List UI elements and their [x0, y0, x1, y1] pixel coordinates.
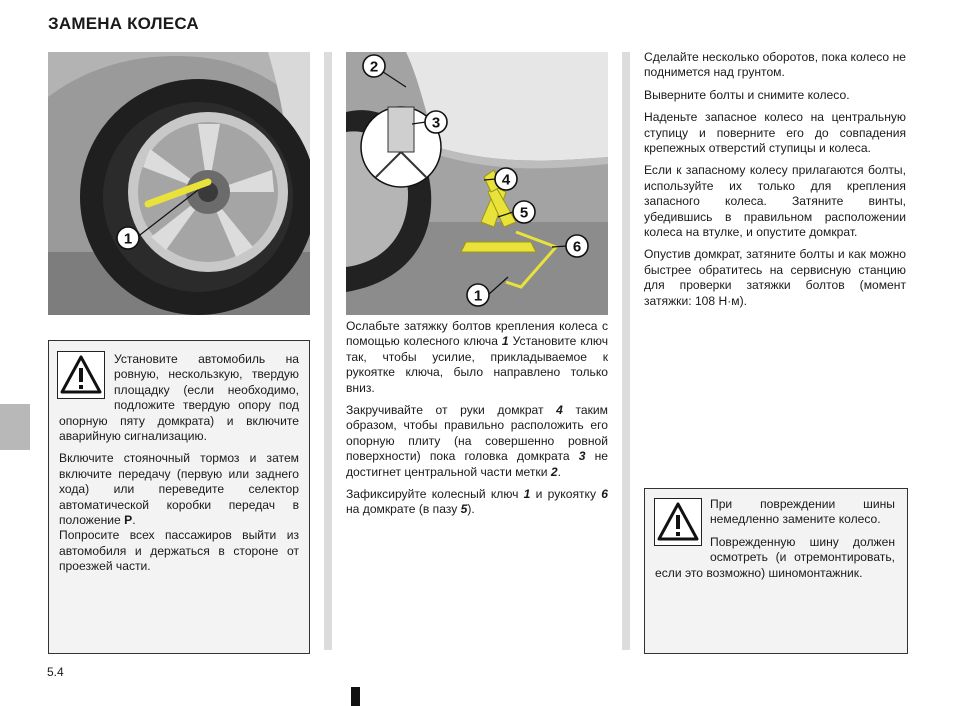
page-title: ЗАМЕНА КОЛЕСА — [48, 14, 199, 33]
right-paragraph-2: Выверните болты и снимите колесо. — [644, 87, 850, 102]
page-bottom-marker — [351, 687, 360, 706]
warning-right-paragraph-2: Поврежденную шину должен осмотреть (и отремонтировать, если это возможно) шиномонтажник. — [655, 534, 895, 580]
right-paragraph-3: Наденьте запасное колесо на центральную ступицу и поверните его до совпадения крепежных отверстий ступицы и колеса. — [644, 110, 906, 156]
callout-1: 1 — [123, 230, 133, 248]
middle-paragraph-2: Закручивайте от руки домкрат 4 таким образом, чтобы правильно расположить его опорную плиту (на совершенно ровной поверхности) пока головка домкрата 3 не достигнет центральной части метки 2. — [346, 403, 609, 479]
right-text-column — [644, 50, 906, 316]
callout-2: 2 — [369, 58, 379, 76]
right-paragraph-1: Сделайте несколько оборотов, пока колесо не поднимется над грунтом. — [644, 50, 906, 80]
warning-left-paragraph-2: Включите стояночный тормоз и затем включите передачу (первую или заднего хода) или переведите селектор автоматической коробки передач в положение P. — [59, 451, 299, 528]
warning-left-paragraph-3: Попросите всех пассажиров выйти из автомобиля и держаться в стороне от проезжей части. — [59, 528, 299, 574]
section-tab — [0, 404, 30, 450]
right-paragraph-5: Опустив домкрат, затяните болты и как можно быстрее обратитесь на сервисную станцию для проверки затяжки болтов (момент затяжки: 108 Н·м). — [644, 247, 906, 308]
callout-4: 4 — [501, 171, 511, 189]
callout-3: 3 — [431, 114, 441, 132]
middle-paragraph-3: Зафиксируйте колесный ключ 1 и рукоятку 6 на домкрате (в пазу 5). — [346, 487, 608, 517]
callout-1: 1 — [473, 287, 483, 305]
warning-box-left — [48, 340, 310, 654]
middle-paragraph-1: Ослабьте затяжку болтов крепления колеса с помощью колесного ключа 1 Установите ключ так, чтобы усилие, прикладываемое к рукоятке ключа, было направлено только вниз. — [346, 319, 608, 395]
callout-6: 6 — [572, 238, 582, 256]
warning-right-paragraph-1: При повреждении шины немедленно замените колесо. — [710, 497, 895, 527]
column-divider-right — [622, 52, 630, 650]
middle-text-column — [346, 319, 608, 525]
page-number: 5.4 — [47, 665, 64, 679]
right-paragraph-4: Если к запасному колесу прилагаются болты, используйте их только для крепления запасного колеса. Затяните винты, убедившись в правильном расположении колеса на втулке, и опустите домкрат. — [644, 163, 906, 240]
warning-left-paragraph-1: Установите автомобиль на ровную, нескользкую, твердую площадку (если необходимо, подложите твердую опору под опорную пяту домкрата) и включите аварийную сигнализацию. — [59, 352, 299, 444]
callout-5: 5 — [519, 204, 529, 222]
warning-box-right — [644, 488, 908, 654]
column-divider-left — [324, 52, 332, 650]
jack-photo — [346, 52, 608, 315]
wheel-wrench-photo — [48, 52, 310, 315]
